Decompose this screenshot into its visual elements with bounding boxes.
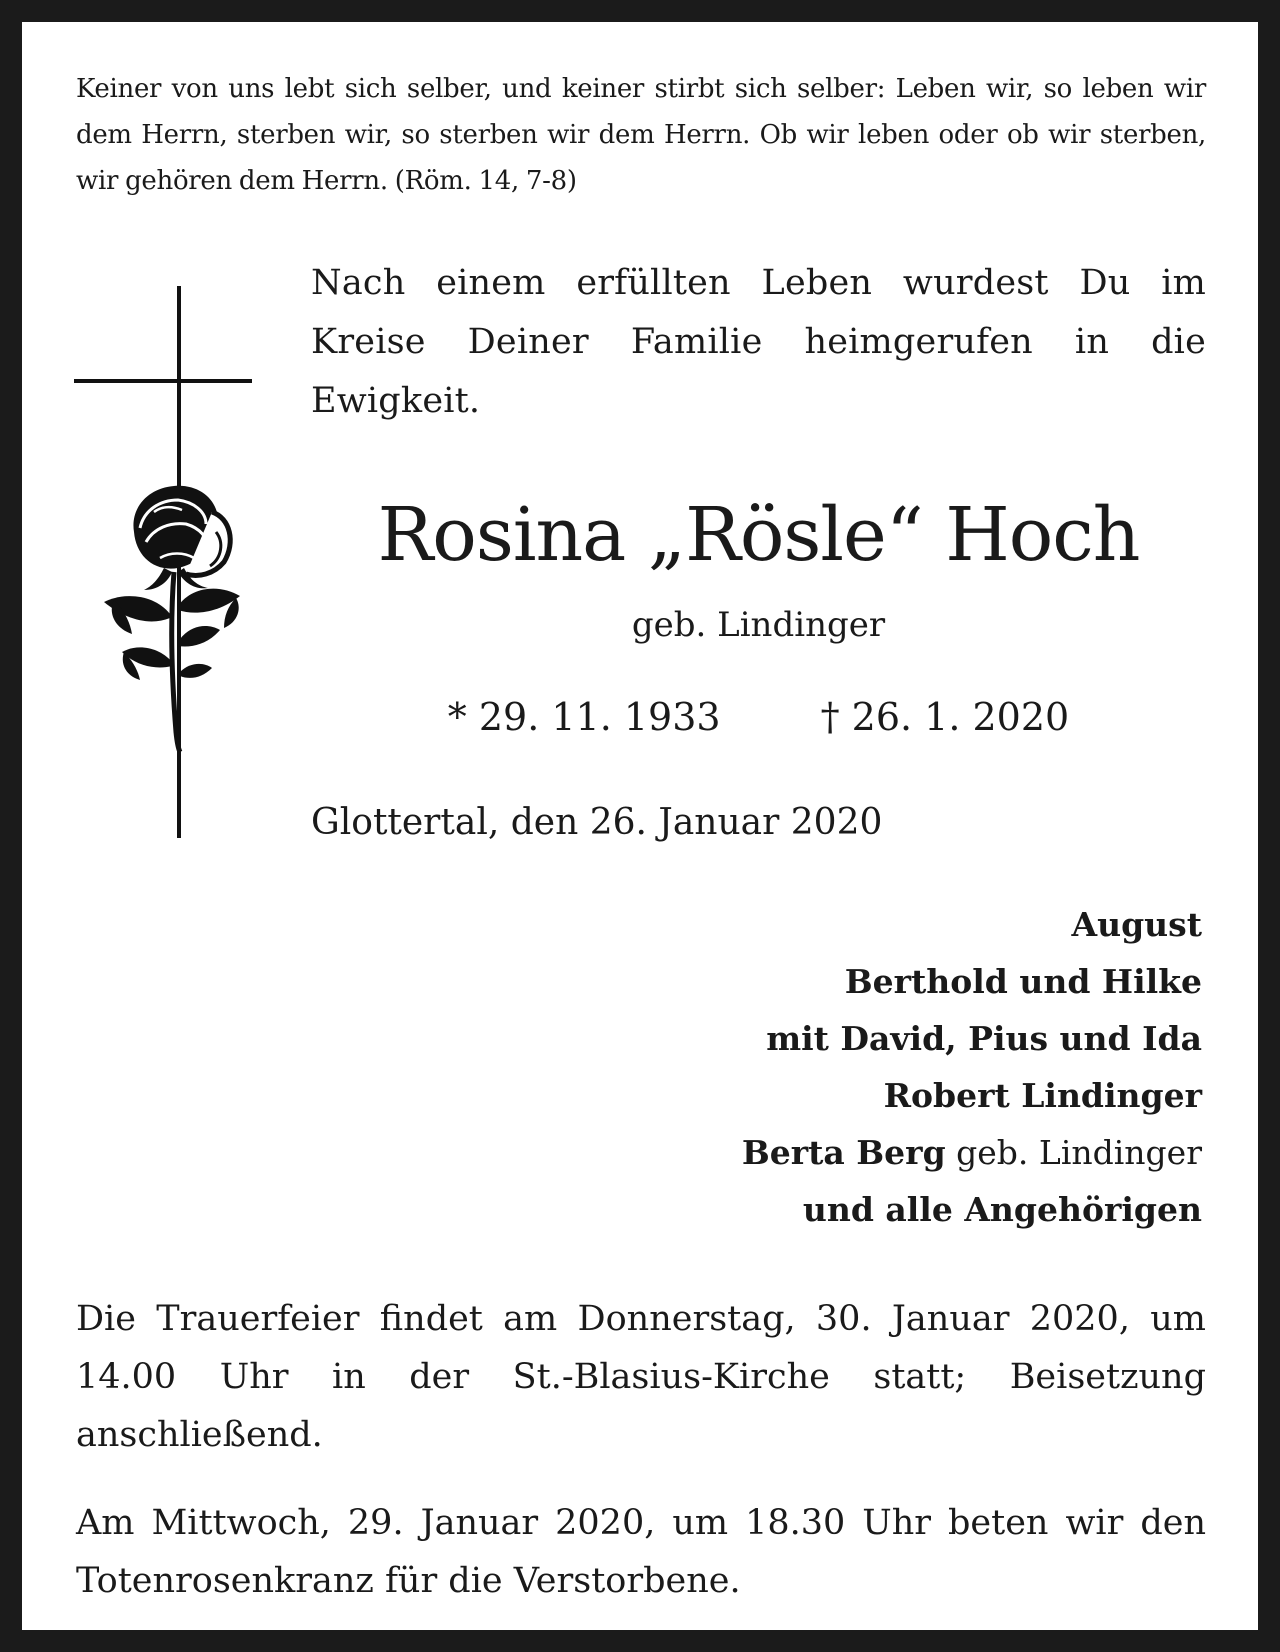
mourner-line: August [1071, 905, 1202, 944]
mourner-line: Robert Lindinger [883, 1076, 1202, 1115]
mourner-line: Berthold und Hilke [844, 962, 1202, 1001]
maiden-name: geb. Lindinger [631, 605, 886, 645]
mourner-maiden: geb. Lindinger [945, 1133, 1202, 1172]
life-dates [311, 692, 1206, 742]
mourner-line: und alle Angehörigen [802, 1190, 1202, 1229]
obituary-notice [22, 22, 1258, 1630]
intro-text: Nach einem erfüllten Leben wurdest Du im Kreise Deiner Familie heimgerufen in die Ewigkeit. [311, 263, 1206, 421]
funeral-service-info: Die Trauerfeier findet am Donnerstag, 30. Januar 2020, um 14.00 Uhr in der St.-Blasius-Kirche statt; Beisetzung anschließend. [76, 1299, 1206, 1455]
bible-quote: Keiner von uns lebt sich selber, und keiner stirbt sich selber: Leben wir, so leben wir dem Herrn, sterben wir, so sterben wir dem Herrn. Ob wir leben oder ob wir sterben, wir gehören dem Herrn. (Röm. 14, 7-8) [76, 74, 1206, 196]
mourner-line [502, 1124, 1202, 1181]
rosary-info: Am Mittwoch, 29. Januar 2020, um 18.30 Uhr beten wir den Totenrosenkranz für die Verstorbene. [76, 1503, 1206, 1601]
place-and-date: Glottertal, den 26. Januar 2020 [311, 802, 883, 843]
mourner-line: mit David, Pius und Ida [766, 1019, 1202, 1058]
cross-icon [74, 262, 274, 842]
cross-with-rose [74, 262, 274, 842]
rose-icon [104, 486, 240, 752]
birth-date: * 29. 11. 1933 [447, 695, 721, 739]
deceased-name: Rosina „Rösle“ Hoch [377, 492, 1140, 578]
mourner-name: Berta Berg [741, 1133, 946, 1172]
mourners-list [502, 896, 1202, 1238]
death-date: † 26. 1. 2020 [820, 695, 1070, 739]
